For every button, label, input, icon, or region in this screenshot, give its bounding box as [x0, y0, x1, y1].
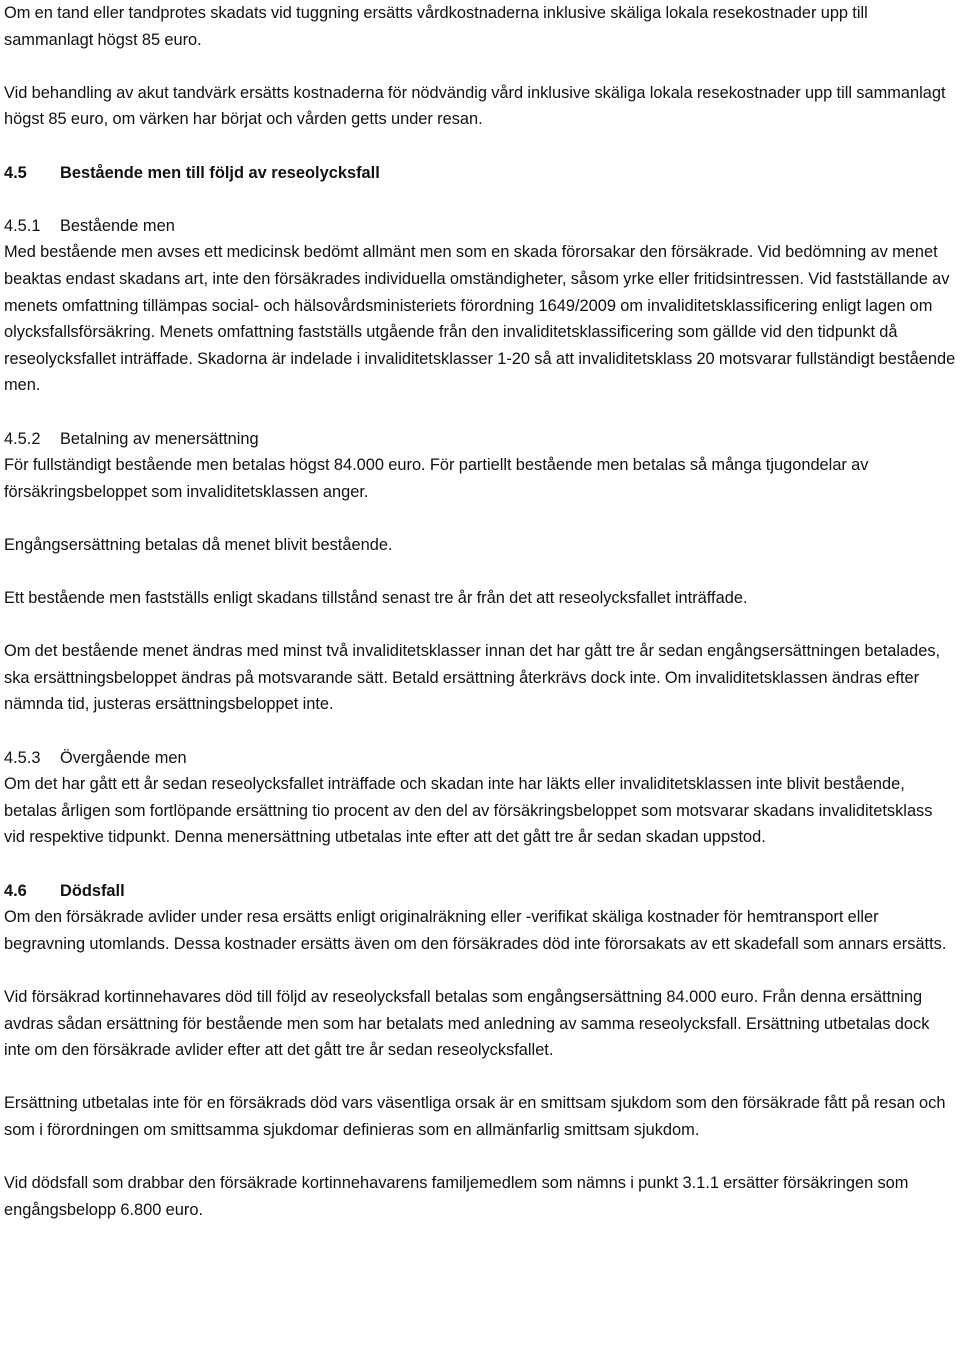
spacer [4, 505, 956, 532]
heading-4-5-2 [4, 426, 956, 453]
section-number: 4.5.1 [4, 216, 41, 235]
spacer [4, 612, 956, 639]
paragraph-toothache: Vid behandling av akut tandvärk ersätts kostnaderna för nödvändig vård inklusive skäliga lokala resekostnader upp till sammanlagt högst 85 euro, om värken har börjat och vården getts under resan. [4, 83, 946, 129]
section-title: Dödsfall [60, 881, 125, 900]
spacer [4, 53, 956, 80]
section-title: Bestående men till följd av reseolycksfall [60, 163, 380, 182]
paragraph-tooth-damage: Om en tand eller tandprotes skadats vid tuggning ersätts vårdkostnaderna inklusive skäliga lokala resekostnader upp till sammanlagt högst 85 euro. [4, 4, 868, 49]
section-number: 4.6 [4, 881, 27, 900]
spacer [4, 399, 956, 426]
heading-4-5-3 [4, 745, 956, 772]
heading-4-5 [4, 160, 956, 187]
section-title: Betalning av menersättning [60, 429, 259, 448]
paragraph-permanent-injury-definition: Med bestående men avses ett medicinsk bedömt allmänt men som en skada förorsakar den försäkrade. Vid bedömning av menet beaktas endast skadans art, inte den försäkrades individuella omständigheter, såsom yrke eller fritidsintressen. Vid fastställande av menets omfattning tillämpas social- och hälsovårdsministeriets förordning 1649/2009 om invaliditetsklassificering enligt lagen om olycksfallsförsäkring. Menets omfattning fastställs utgående från den invaliditetsklassificering som gällde vid den tidpunkt då reseolycksfallet inträffade. Skadorna är indelade i invaliditetsklasser 1-20 så att invaliditetsklass 20 motsvarar fullständigt bestående men. [4, 243, 956, 395]
spacer [4, 851, 956, 878]
paragraph-death-compensation: Vid försäkrad kortinnehavares död till följd av reseolycksfall betalas som engångsersättning 84.000 euro. Från denna ersättning avdras sådan ersättning för bestående men som har betalats med anledning av samma reseolycksfall. Ersättning utbetalas dock inte om den försäkrade avlider efter att det gått tre år sedan reseolycksfallet. [4, 987, 930, 1060]
section-title: Övergående men [60, 748, 187, 767]
spacer [4, 718, 956, 745]
paragraph-payment-amount: För fullständigt bestående men betalas högst 84.000 euro. För partiellt bestående men betalas så många tjugondelar av försäkringsbeloppet som invaliditetsklassen anger. [4, 456, 869, 501]
spacer [4, 133, 956, 160]
section-title: Bestående men [60, 216, 175, 235]
paragraph-lump-sum: Engångsersättning betalas då menet blivit bestående. [4, 535, 393, 554]
paragraph-death-abroad: Om den försäkrade avlider under resa ersätts enligt originalräkning eller -verifikat skäliga kostnader för hemtransport eller begravning utomlands. Dessa kostnader ersätts även om den försäkrades död inte förorsakats av ett skadefall som annars ersätts. [4, 908, 947, 953]
section-number: 4.5.3 [4, 748, 41, 767]
paragraph-infectious-disease: Ersättning utbetalas inte för en försäkrads död vars väsentliga orsak är en smittsam sjukdom som den försäkrade fått på resan och som i förordningen om smittsamma sjukdomar definieras som en allmänfarlig smittsam sjukdom. [4, 1094, 946, 1139]
paragraph-temporary-injury: Om det har gått ett år sedan reseolycksfallet inträffade och skadan inte har läkts eller invaliditetsklassen inte blivit bestående, betalas årligen som fortlöpande ersättning tio procent av den del av försäkringsbeloppet som motsvarar skadans invaliditetsklass vid respektive tidpunkt. Denna menersättning utbetalas inte efter att det gått tre år sedan skadan uppstod. [4, 775, 933, 847]
section-number: 4.5.2 [4, 429, 41, 448]
heading-4-5-1 [4, 213, 956, 240]
paragraph-class-change: Om det bestående menet ändras med minst två invaliditetsklasser innan det har gått tre år sedan engångsersättningen betalades, ska ersättningsbeloppet ändras på motsvarande sätt. Betald ersättning återkrävs dock inte. Om invaliditetsklassen ändras efter nämnda tid, justeras ersättningsbeloppet inte. [4, 642, 941, 714]
spacer [4, 957, 956, 984]
paragraph-determination: Ett bestående men fastställs enligt skadans tillstånd senast tre år från det att reseolycksfallet inträffade. [4, 589, 748, 608]
document-page [4, 0, 956, 1223]
heading-4-6 [4, 878, 956, 905]
spacer [4, 558, 956, 585]
spacer [4, 186, 956, 213]
spacer [4, 1064, 956, 1091]
section-number: 4.5 [4, 163, 27, 182]
spacer [4, 1144, 956, 1171]
paragraph-family-member-death: Vid dödsfall som drabbar den försäkrade kortinnehavarens familjemedlem som nämns i punkt 3.1.1 ersätter försäkringen som engångsbelopp 6.800 euro. [4, 1174, 909, 1219]
